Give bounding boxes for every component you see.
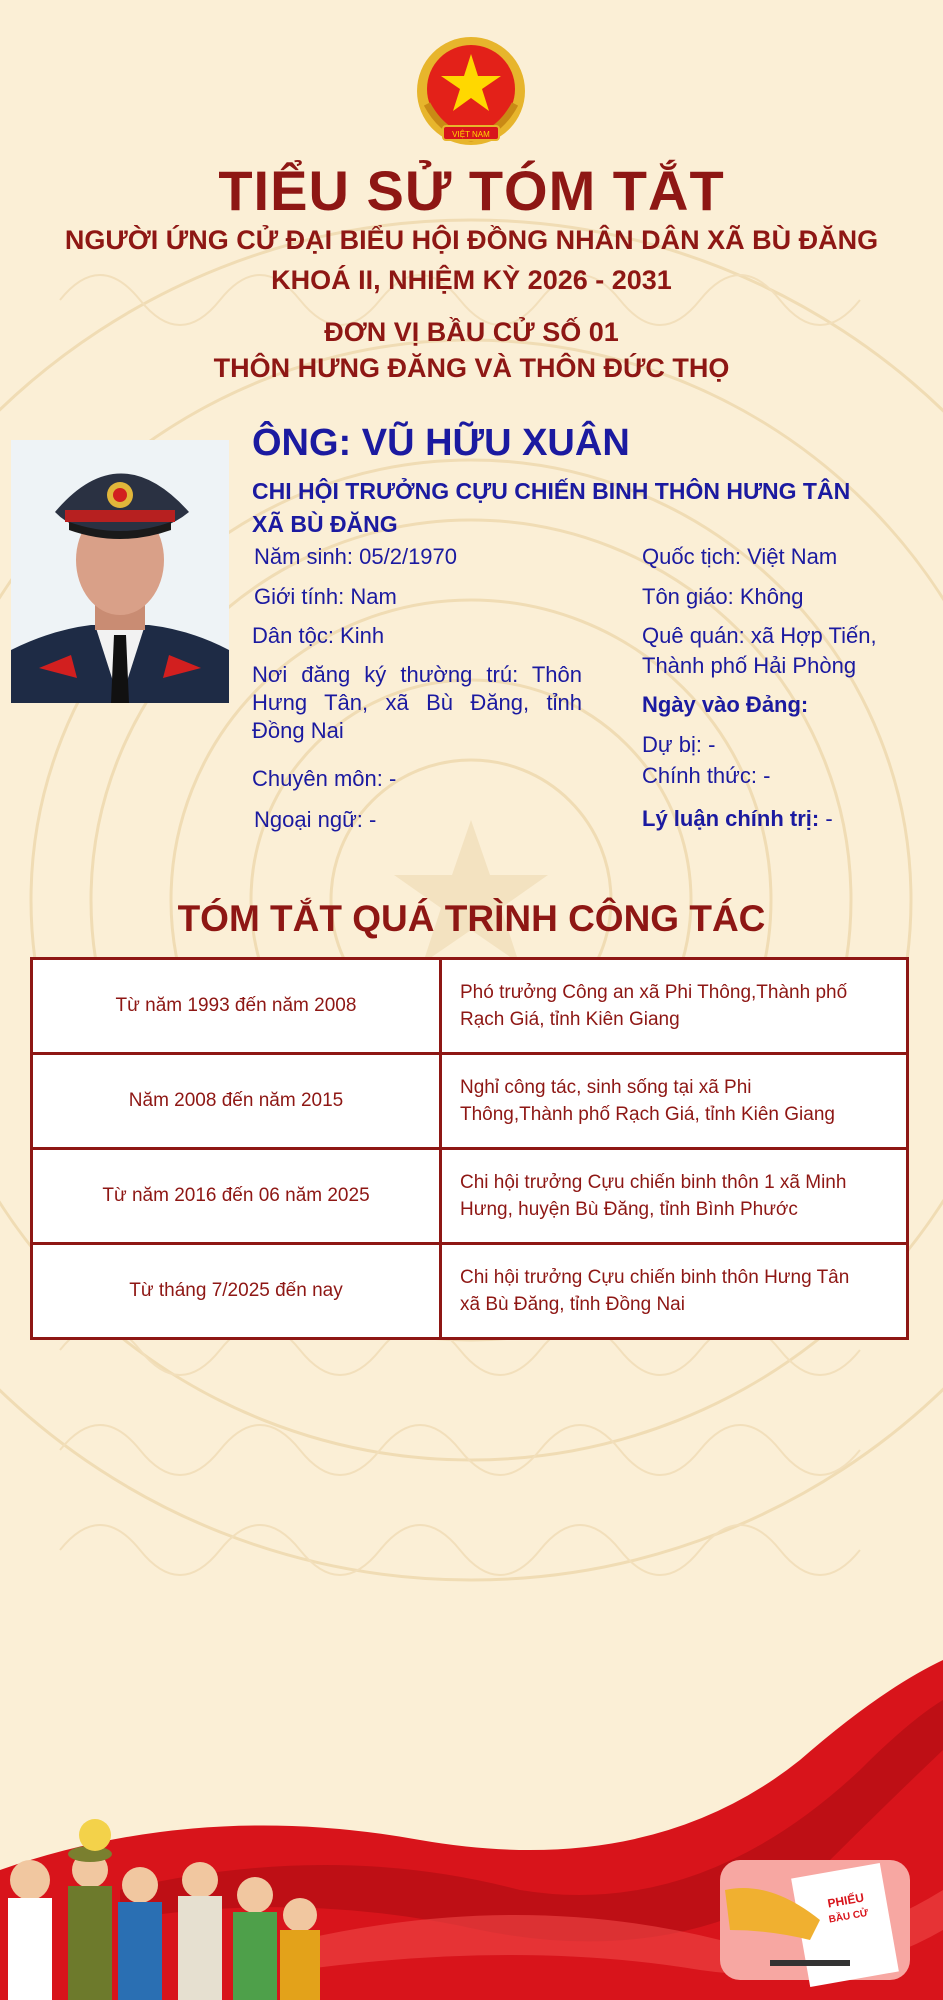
gender: Giới tính: Nam	[254, 584, 397, 609]
political-theory	[642, 806, 833, 832]
political-theory-value: -	[819, 806, 833, 831]
table-row	[32, 1149, 908, 1244]
description-line: Chi hội trưởng Cựu chiến binh thôn Hưng Tân	[460, 1267, 850, 1288]
ballot-text-line-1: PHIẾU	[826, 1890, 866, 1911]
description-cell	[441, 1149, 908, 1244]
residence: Nơi đăng ký thường trú: Thôn Hưng Tân, xã Bù Đăng, tỉnh Đồng Nai	[252, 662, 582, 743]
position-line-2: XÃ BÙ ĐĂNG	[252, 511, 398, 537]
candidate-position	[252, 475, 932, 541]
description-cell	[441, 1054, 908, 1149]
work-history-table	[30, 957, 909, 1340]
description-line: Phó trưởng Công an xã Phi Thông,Thành phố	[460, 982, 848, 1003]
specialty: Chuyên môn: -	[252, 766, 397, 791]
electoral-unit-line-1: ĐƠN VỊ BẦU CỬ SỐ 01	[324, 317, 619, 347]
electoral-unit-line-2: THÔN HƯNG ĐĂNG VÀ THÔN ĐỨC THỌ	[213, 353, 730, 383]
table-row	[32, 959, 908, 1054]
description-line: xã Bù Đăng, tỉnh Đồng Nai	[460, 1294, 685, 1315]
table-row	[32, 1244, 908, 1339]
religion: Tôn giáo: Không	[642, 584, 804, 609]
birth-date: Năm sinh: 05/2/1970	[254, 544, 458, 569]
political-theory-label: Lý luận chính trị:	[642, 806, 820, 831]
probation-date: Dự bị: -	[642, 732, 716, 757]
candidate-portrait	[11, 440, 229, 703]
subtitle-line-1: NGƯỜI ỨNG CỬ ĐẠI BIỂU HỘI ĐỒNG NHÂN DÂN XÃ BÙ ĐĂNG	[64, 225, 879, 255]
description-cell	[441, 1244, 908, 1339]
nationality: Quốc tịch: Việt Nam	[642, 544, 838, 569]
foreign-language: Ngoại ngữ: -	[254, 807, 377, 832]
footer-illustration	[0, 1640, 943, 2000]
description-line: Thông,Thành phố Rạch Giá, tỉnh Kiên Giang	[460, 1104, 835, 1125]
emblem-banner-text: VIỆT NAM	[452, 130, 490, 139]
ballot-box-illustration	[720, 1860, 910, 1987]
ballot-text-line-2: BẦU CỬ	[827, 1907, 870, 1926]
period-cell: Năm 2008 đến năm 2015	[32, 1054, 441, 1149]
table-row	[32, 1054, 908, 1149]
page-title: TIỂU SỬ TÓM TẮT	[218, 159, 725, 222]
description-line: Nghỉ công tác, sinh sống tại xã Phi	[460, 1077, 752, 1098]
subtitle-line-2: KHOÁ II, NHIỆM KỲ 2026 - 2031	[271, 265, 672, 295]
description-line: Hưng, huyện Bù Đăng, tỉnh Bình Phước	[460, 1199, 798, 1220]
position-line-1: CHI HỘI TRƯỞNG CỰU CHIẾN BINH THÔN HƯNG TÂN	[252, 478, 851, 504]
work-history-title: TÓM TẮT QUÁ TRÌNH CÔNG TÁC	[177, 898, 766, 939]
description-line: Chi hội trưởng Cựu chiến binh thôn 1 xã Minh	[460, 1172, 847, 1193]
ethnicity: Dân tộc: Kinh	[252, 623, 385, 648]
description-line: Rạch Giá, tỉnh Kiên Giang	[460, 1009, 680, 1030]
candidate-name: ÔNG: VŨ HỮU XUÂN	[252, 422, 630, 464]
hometown-line-2: Thành phố Hải Phòng	[642, 653, 857, 678]
period-cell: Từ năm 1993 đến năm 2008	[32, 959, 441, 1054]
period-cell: Từ tháng 7/2025 đến nay	[32, 1244, 441, 1339]
party-join-label: Ngày vào Đảng:	[642, 692, 809, 717]
official-date: Chính thức: -	[642, 763, 771, 788]
hometown-line-1: Quê quán: xã Hợp Tiến,	[642, 623, 877, 648]
period-cell: Từ năm 2016 đến 06 năm 2025	[32, 1149, 441, 1244]
national-emblem-icon	[413, 34, 530, 149]
description-cell	[441, 959, 908, 1054]
